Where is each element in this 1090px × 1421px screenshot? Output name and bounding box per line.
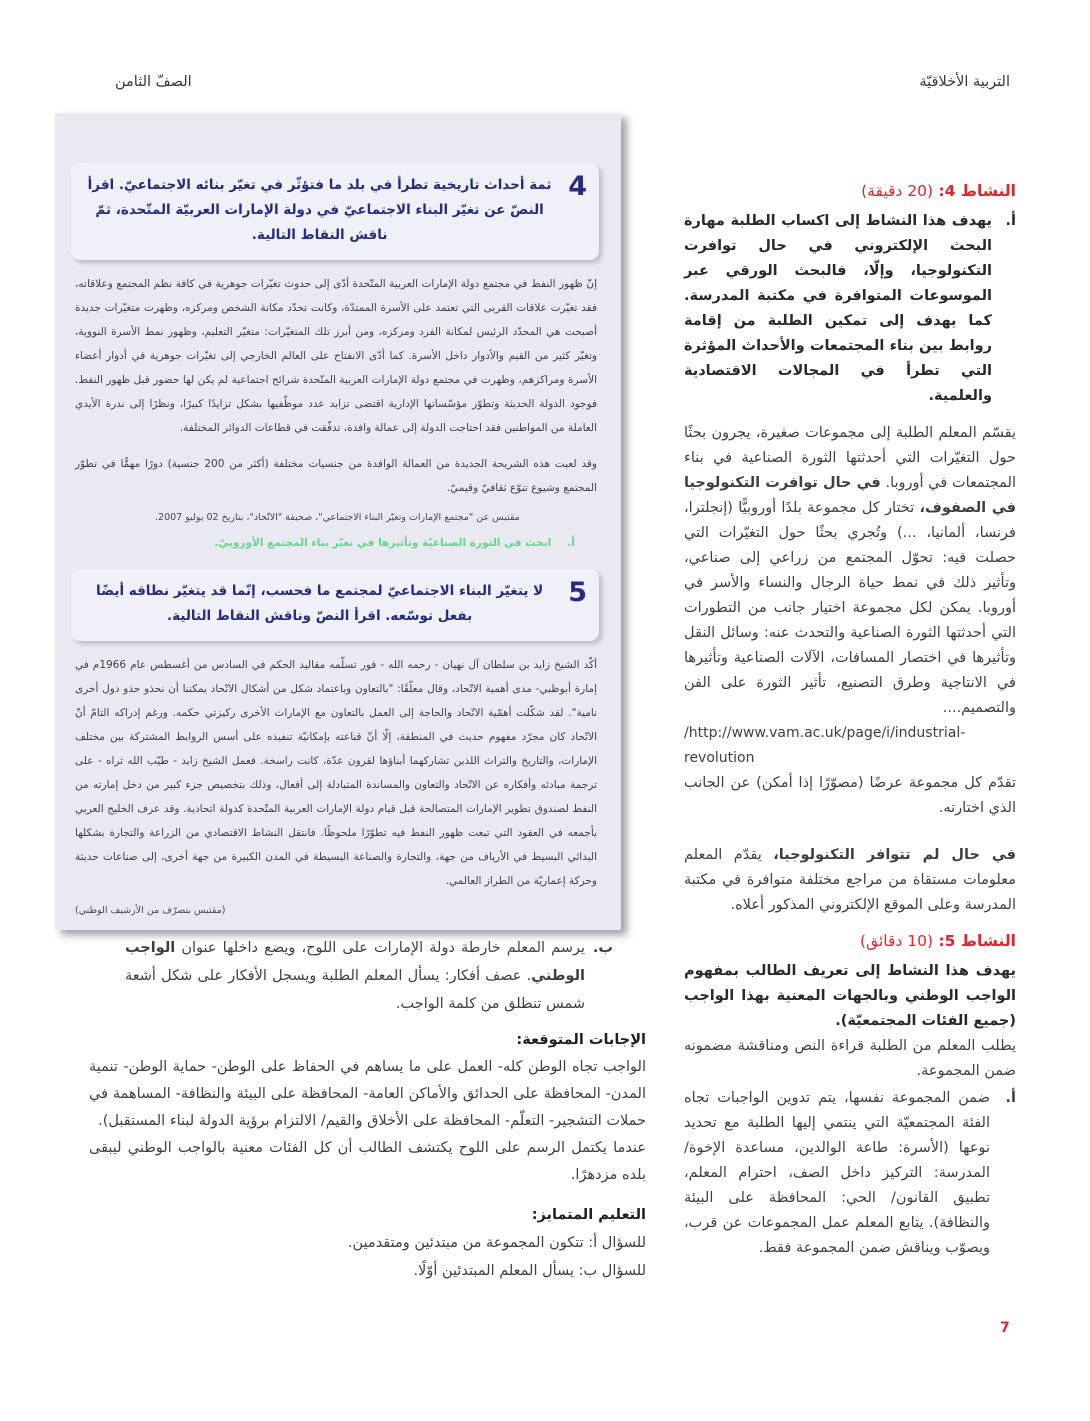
activity-4-goal-marker: أ. [1005, 213, 1016, 229]
activity-4-section [684, 182, 1016, 918]
activity-4-p2-rest: يقدّم المعلم معلومات مستقاة من مراجع مختلفة متوافرة في مكتبة المدرسة وعلى الموقع الإلكتروني المذكور أعلاه. [684, 847, 1016, 913]
activity-4-p1-rest: تختار كل مجموعة بلدًا أوروبيًّا (إنجلترا، فرنسا، ألمانيا، ...) وتُجري بحثًا حول التغيّرات التي حصلت فيه: تحوّل المجتمع من زراعي إلى صناعي، وتأثير ذلك في نمط حياة الرجال والنساء والأسر في أوروبا. يمكن لكل مجموعة اختيار جانب من التطورات التي أحدثتها الثورة الصناعية والتحدث عنه: وسائل النقل وتأثيرها في اختصار المسافات، الآلات الصناعية وتأثيرها في الانتاجية وطرق التصنيع، تأثير الثورة على الفن والتصميم.... [684, 500, 1016, 716]
point-5-number: 5 [568, 577, 587, 608]
item-b-text-1: يرسم المعلم خارطة دولة الإمارات على اللوح، ويضع داخلها عنوان [175, 940, 585, 956]
activity-4-paragraph-2 [684, 843, 1016, 918]
activity-5-duration: (10 دقائق) [860, 932, 934, 950]
activity-4-label: النشاط 4: [938, 182, 1016, 200]
expected-answers-heading: الإجابات المتوقعة: [516, 1032, 646, 1048]
activity-5-paragraph-1: يطلب المعلم من الطلبة قراءة النص ومناقشة مضمونه ضمن المجموعة. [684, 1038, 1016, 1079]
activity-5-item-a-text: ضمن المجموعة نفسها، يتم تدوين الواجبات تجاه الفئة المجتمعيّة التي ينتمي إليها الطلبة مع تحديد نوعها (الأسرة: طاعة الوالدين، مساعدة الإخوة/ المدرسة: التركيز داخل الصف، احترام المعلم، تطبيق القانون/ الحي: المحافظة على البيئة والنظافة). يتابع المعلم عمل المجموعات عن قرب، ويصوّب ويناقش ضمن المجموعة فقط. [684, 1090, 990, 1256]
item-b-marker: ب. [592, 940, 613, 956]
activity-5-item-a-marker: أ. [1005, 1090, 1016, 1106]
point-5-heading [71, 569, 599, 641]
activity-4-p1-end: تقدّم كل مجموعة عرضًا (مصوّرًا إذا أمكن) عن الجانب الذي اختارته. [684, 775, 1016, 816]
header-subject: التربية الأخلاقيّة [919, 74, 1010, 90]
research-subtask [75, 537, 575, 549]
point-5-title: لا يتغيّر البناء الاجتماعيّ لمجتمع ما فحسب، إنّما قد يتغيّر نطاقه أيضًا بفعل توسّعه. اقرأ النصّ وناقش النقاط التالية. [96, 583, 544, 624]
header-grade: الصفّ الثامن [115, 74, 192, 90]
activity-4-p1-start: يقسّم المعلم الطلبة إلى مجموعات صغيرة، يجرون بحثًا حول التغيّرات التي أحدثتها الثورة الصناعية في بناء المجتمعات في أوروبا. [684, 425, 1016, 491]
point-4-number: 4 [568, 171, 587, 202]
item-b-paragraph [125, 934, 615, 1018]
expected-answers-body: الواجب تجاه الوطن كله- العمل على ما يساهم في الحفاظ على الوطن- حماية الوطن- تنمية المدن- المحافظة على الحدائق والأماكن العامة- المحافظة على البيئة والنظافة- المساهمة في حملات التشجير- التعلّم- المحافظة على الأخلاق والقيم/ الالتزام برؤية الدولة لبناء المستقبل). [89, 1059, 646, 1129]
activity-5-title [684, 932, 1016, 950]
item-b-text-2: . عصف أفكار: يسأل المعلم الطلبة ويسجل الأفكار على شكل أشعة شمس تنطلق من كلمة الواجب. [125, 968, 585, 1012]
activity-4-duration: (20 دقيقة) [861, 182, 934, 200]
excerpt-5-body: أكّد الشيخ زايد بن سلطان آل نهيان - رحمه الله - فور تسلّمه مقاليد الحكم في السادس من أغسطس عام 1966م في إمارة أبوظبي- مدى أهمية الاتّحاد، وقال معلّقًا: "بالتعاون وباعتماد شكل من أشكال الاتّحاد يمكننا أن نحذو حذو دول أخرى نامية". لقد شكّلت أهمّية الاتّحاد والحاجة إلى العمل بالتعاون مع الإمارات الأخرى ركيزتي حكمه. ورغم إدراكه التامّ أنّ الاتّحاد كان مجرّد مفهوم حديث في المنطقة، إلّا أنّ قناعته بإمكانيّة تنفيذه على أسس الروابط المشتركة بين مختلف الإمارات، والتاريخ والتراث اللذين تشاركهما أبناؤها لقرون عدّة، كانت راسخة. فعمل الشيخ زايد - طيّب الله ثراه - على ترجمة مبادئه وأفكاره عن الاتّحاد والتعاون والمساندة المتبادلة إلى أفعال، وذلك بتخصيص جزء كبير من دخل إمارته من النفط لصندوق تطوير الإمارات المتصالحة قبل قيام دولة الإمارات العربية المتّحدة كدولة اتحادية. وقد عرف الخليج العربي بأجمعه في العقود التي تبعت ظهور النفط فيه تطوّرًا ملحوظًا. فانتقل النشاط الاقتصادي من الزراعة والتجارة بشكلها البدائي البسيط في الأرياف من جهة، والتجارة والصناعة البسيطة في المدن الكبيرة من جهة أخرى، إلى صناعات حديثة وحركة إعماريّة من الطراز العالمي. [75, 659, 597, 887]
differentiated-line-1: للسؤال أ: تتكون المجموعة من مبتدئين ومتقدمين. [347, 1235, 646, 1251]
excerpt-4-body-2: وقد لعبت هذه الشريحة الجديدة من العمالة الوافدة من جنسيات مختلفة (أكثر من 200 جنسية) دورًا مهمًّا في تطوّر المجتمع وشيوع تنوّع ثقافيّ وقيميّ. [75, 458, 597, 494]
excerpt-4-body-1: إنّ ظهور النفط في مجتمع دولة الإمارات العربية المتّحدة أدّى إلى حدوث تغيّرات جوهرية في كافة نظم المجتمع وعلاقاته، فقد تغيّرت علاقات القربى التي تعتمد على الأسرة الممتدّة، وكانت تحدّد مكانة الشخص ومركزه، وظهرت متغيّرات جديدة أصبحت هي المحدّد الرئيس لمكانة الفرد ومركزه، ومن أبرز تلك المتغيّرات: متغيّر التعليم، وظهور نمط الأسرة النووية، وتغيّر كثير من القيم والأدوار داخل الأسرة. كما أدّى الانفتاح على العالم الخارجي إلى تغيّرات جوهرية في أدوار أعضاء الأسرة ومراكزهم، وظهرت في مجتمع دولة الإمارات العربية المتّحدة شرائح اجتماعية لم يكن لها حضور قبل ظهور النفط. فوجود الدولة الحديثة وتطوّر مؤسّساتها الإدارية اقتضى تزايد عدد موظّفيها بشكل تزايدًا كبيرًا، ونظرًا إلى ندرة الأيدي العاملة من المواطنين فقد احتاجت الدولة إلى عمالة وافدة، تدفّقت في قطاعات الدوائر المختلفة. [75, 278, 597, 434]
activity-4-p2-bold: في حال لم تتوافر التكنولوجيا، [773, 847, 1016, 863]
activity-4-goal-text: يهدف هذا النشاط إلى اكساب الطلبة مهارة البحث الإلكتروني في حال توافرت التكنولوجيا، وإلّا، فالبحث الورقي عبر الموسوعات المتوافرة في مكتبة المدرسة. كما يهدف إلى تمكين الطلبة من إقامة روابط بين بناء المجتمعات والأحداث المؤثرة التي تطرأ في المجالات الاقتصادية والعلمية. [684, 213, 992, 404]
teacher-notes-section [89, 934, 646, 1285]
industrial-revolution-link[interactable]: /http://www.vam.ac.uk/page/i/industrial-revolution [684, 725, 966, 766]
activity-5-item-a [684, 1086, 1016, 1261]
differentiated-learning-heading: التعليم المتمايز: [531, 1207, 646, 1223]
research-subtask-marker: أ. [567, 537, 575, 549]
research-subtask-text: ابحث في الثورة الصناعيّة وتأثيرها في تغيّر بناء المجتمع الأوروبيّ. [214, 537, 552, 549]
activity-5-section [684, 932, 1016, 1276]
item-b-bold: الواجب الوطني [125, 940, 585, 984]
excerpt-4-citation: مقتبس عن "مجتمع الإمارات وتغيّر البناء الاجتماعي"، صحيفة "الاتّحاد"، بتاريخ 02 يوليو 2007. [155, 512, 520, 523]
activity-4-goal [684, 209, 1016, 409]
point-4-title: ثمة أحداث تاريخية تطرأ في بلد ما فتؤثّر في تغيّر بنائه الاجتماعيّ. اقرأ النصّ عن تغيّر البناء الاجتماعيّ في دولة الإمارات العربيّة المتّحدة، ثمّ ناقش النقاط التالية. [87, 177, 552, 243]
activity-5-goal: يهدف هذا النشاط إلى تعريف الطالب بمفهوم الواجب الوطني وبالجهات المعنية بهذا الواجب (جميع الفئات المجتمعيّة). [684, 963, 1016, 1029]
activity-4-title [684, 182, 1016, 200]
excerpt-panel [55, 113, 621, 930]
activity-5-label: النشاط 5: [938, 932, 1016, 950]
point-4-heading [71, 163, 599, 260]
page-number: 7 [1000, 1320, 1010, 1336]
activity-4-p1-bold: في حال توافرت التكنولوجيا في الصفوف، [684, 475, 1017, 516]
activity-4-paragraph-1 [684, 421, 1016, 721]
differentiated-line-2: للسؤال ب: يسأل المعلم المبتدئين أوّلًا. [413, 1263, 646, 1279]
excerpt-5-citation: (مقتبس بتصرّف من الأرشيف الوطني) [75, 905, 226, 916]
expected-answers-note: عندما يكتمل الرسم على اللوح يكتشف الطالب أن كل الفئات معنية بالواجب الوطني ليبقى بلده مزدهرًا. [89, 1140, 646, 1183]
